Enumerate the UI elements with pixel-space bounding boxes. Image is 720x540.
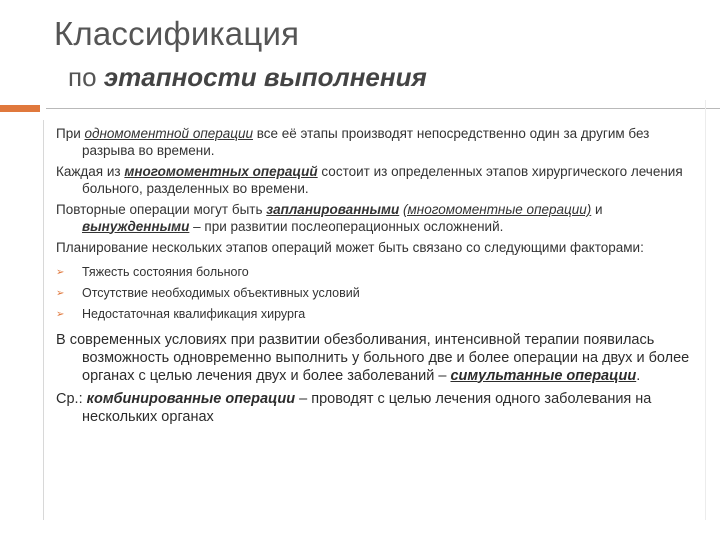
term-multi-stage: многомоментных операций [124,164,318,179]
left-guide-line [43,120,44,520]
list-item-label: Отсутствие необходимых объективных условий [82,285,360,300]
paragraph-multi-stage [56,164,696,197]
term-multi-stage-note: (многомоментные операции) [403,202,592,217]
subtitle-prefix: по [68,62,97,92]
term-one-stage: одномоментной операции [84,126,254,141]
paragraph-simultaneous [56,331,696,385]
divider-line [46,108,720,109]
p1-text-a: При [56,126,85,141]
list-item-label: Недостаточная квалификация хирурга [82,306,306,321]
factor-list [56,262,696,325]
p5-text-a: В современных условиях при развитии обезболивания, интенсивной терапии появилась возможность одновременно выполнить у больного две и более операции на двух и более органах с целью лечения двух и более заболеваний – [56,331,690,384]
p5-text-c: . [636,367,641,384]
p3-text-g: – при развитии послеоперационных осложнений. [189,218,504,234]
paragraph-repeat [56,202,696,235]
p6-text-a: Ср.: [56,390,87,407]
paragraph-combined [56,390,696,426]
list-item [56,262,696,283]
accent-bar [0,105,40,112]
p2-text-a: Каждая из [56,164,125,179]
term-forced: вынужденными [82,218,190,234]
page-title: Классификация [54,15,300,52]
paragraph-planning: Планирование нескольких этапов операций может быть связано со следующими факторами: [56,240,644,255]
arrow-bullet-icon: ➢ [56,287,65,299]
p3-text-a: Повторные операции могут быть [56,202,267,217]
right-guide-line [705,100,706,520]
arrow-bullet-icon: ➢ [56,266,65,278]
subtitle-emphasis: этапности выполнения [103,62,427,92]
p6-text-c: – проводят с целью лечения одного заболевания на нескольких органах [82,390,652,425]
title-block [54,14,427,92]
page-subtitle [68,62,427,92]
p2-text-c: состоит из определенных этапов хирургического лечения больного, разделенных во времени. [82,164,683,196]
paragraph-one-stage [56,126,696,159]
p1-text-c: все её этапы производят непосредственно один за другим без разрыва во времени. [82,126,650,158]
term-planned: запланированными [266,202,400,217]
term-combined: комбинированные операции [86,390,296,407]
p3-text-e: и [591,202,603,217]
arrow-bullet-icon: ➢ [56,308,65,320]
list-item [56,283,696,304]
list-item [56,304,696,325]
content-body [56,126,696,431]
term-simultaneous: симультанные операции [450,367,637,384]
list-item-label: Тяжесть состояния больного [82,264,249,279]
